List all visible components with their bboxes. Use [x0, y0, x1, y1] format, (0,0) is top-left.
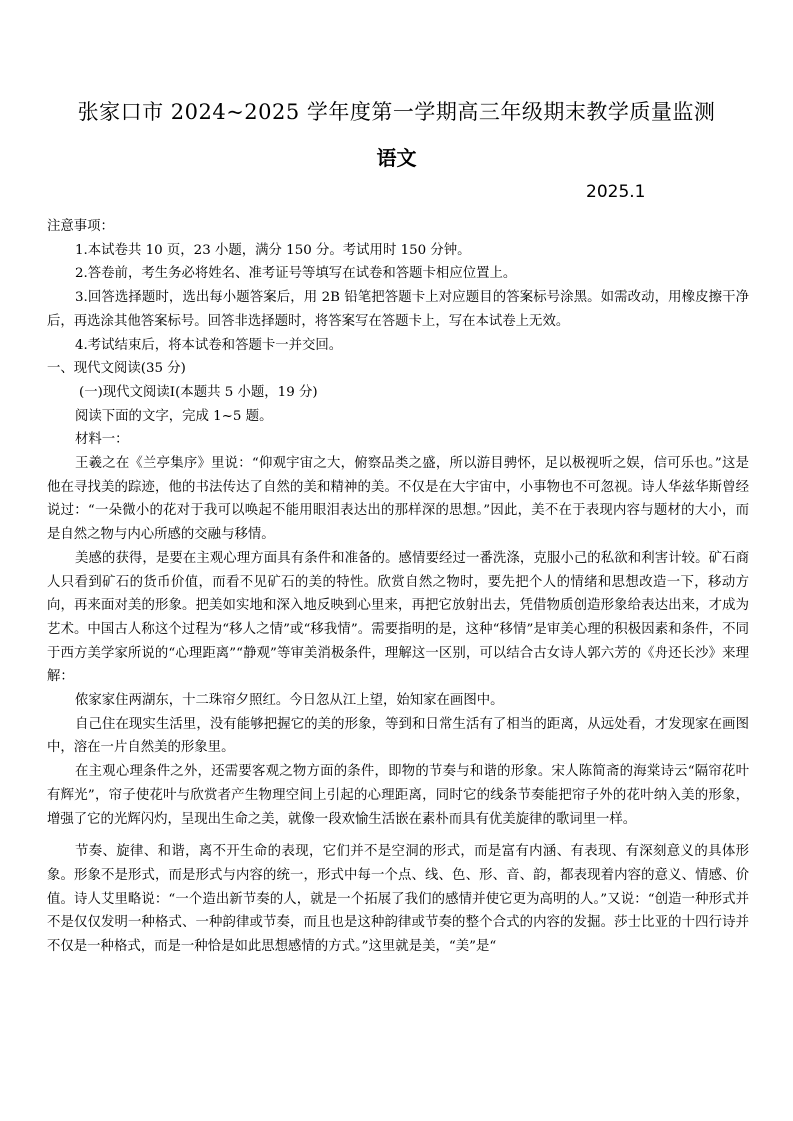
- section-subheading: (一)现代文阅读Ⅰ(本题共 5 小题，19 分): [79, 384, 318, 400]
- material-label: 材料一：: [75, 432, 129, 448]
- exam-date: 2025.1: [586, 182, 646, 202]
- passage-paragraph: 节奏、旋律、和谐，离不开生命的表现，它们并不是空洞的形式，而是富有内涵、有表现、有深刻意义的具体形象。形象不是形式，而是形式与内容的统一，形式中每一个点、线、色、形、音、韵，都表现着内容的意义、情感、价值。诗人艾里略说：“一个造出新节奏的人，就是一个拓展了我们的感情并使它更为高明的人。”又说：“创造一种形式并不是仅仅发明一种格式、一种韵律或节奏，而且也是这种韵律或节奏的整个合式的内容的发掘。莎士比亚的十四行诗并不仅是一种格式，而是一种恰是如此思想感情的方式。”这里就是美，“美”是“: [47, 844, 749, 955]
- section-heading: 一、现代文阅读(35 分): [47, 361, 186, 377]
- notice-item: 1.本试卷共 10 页，23 小题，满分 150 分。考试用时 150 分钟。: [75, 242, 471, 258]
- exam-title: 张家口市 2024~2025 学年度第一学期高三年级期末教学质量监测: [77, 100, 716, 124]
- notice-heading: 注意事项：: [47, 219, 114, 234]
- document-body: [47, 215, 749, 959]
- passage-paragraph: 王羲之在《兰亭集序》里说：“仰观宇宙之大，俯察品类之盛，所以游目骋怀，足以极视听之娱，信可乐也。”这是他在寻找美的踪迹，他的书法传达了自然的美和精神的美。不仅是在大宇宙中，小事物也不可忽视。诗人华兹华斯曾经说过：“一朵微小的花对于我可以唤起不能用眼泪表达出的那样深的思想。”因此，美不在于表现内容与题材的大小，而是自然之物与内心所感的交融与移情。: [47, 456, 749, 543]
- subject-title: 语文: [376, 146, 417, 170]
- instruction-text: 阅读下面的文字，完成 1~5 题。: [75, 408, 273, 424]
- passage-paragraph: 自己住在现实生活里，没有能够把握它的美的形象，等到和日常生活有了相当的距离，从远处看，才发现家在画图中，溶在一片自然美的形象里。: [47, 716, 749, 756]
- notice-item: 3.回答选择题时，选出每小题答案后，用 2B 铅笔把答题卡上对应题目的答案标号涂黑。如需改动，用橡皮擦干净后，再选涂其他答案标号。回答非选择题时，将答案写在答题卡上，写在本试卷上无效。: [47, 290, 749, 329]
- notice-item: 4.考试结束后，将本试卷和答题卡一并交回。: [75, 337, 343, 353]
- passage-paragraph: 美感的获得，是要在主观心理方面具有条件和准备的。感情要经过一番洗涤，克服小己的私欲和利害计较。矿石商人只看到矿石的货币价值，而看不见矿石的美的特性。欣赏自然之物时，要先把个人的情绪和思想改造一下，移动方向，再来面对美的形象。把美如实地和深入地反映到心里来，再把它放射出去，凭借物质创造形象给表达出来，才成为艺术。中国古人称这个过程为“移人之情”或“移我情”。需要指明的是，这种“移情”是审美心理的积极因素和条件，不同于西方美学家所说的“心理距离”“静观”等审美消极条件，理解这一区别，可以结合古女诗人郭六芳的《舟还长沙》来理解：: [47, 550, 749, 685]
- poem-quote: 侬家家住两湖东，十二珠帘夕照红。今日忽从江上望，始知家在画图中。: [75, 693, 504, 709]
- notice-item: 2.答卷前，考生务必将姓名、准考证号等填写在试卷和答题卡相应位置上。: [75, 266, 517, 282]
- passage-paragraph: 在主观心理条件之外，还需要客观之物方面的条件，即物的节奏与和谐的形象。宋人陈简斋的海棠诗云“隔帘花叶有辉光”，帘子使花叶与欣赏者产生物理空间上引起的心理距离，同时它的线条节奏能把帘子外的花叶纳入美的形象，增强了它的光辉闪灼，呈现出生命之美，就像一段欢愉生活嵌在素朴而具有优美旋律的歌词里一样。: [47, 764, 749, 827]
